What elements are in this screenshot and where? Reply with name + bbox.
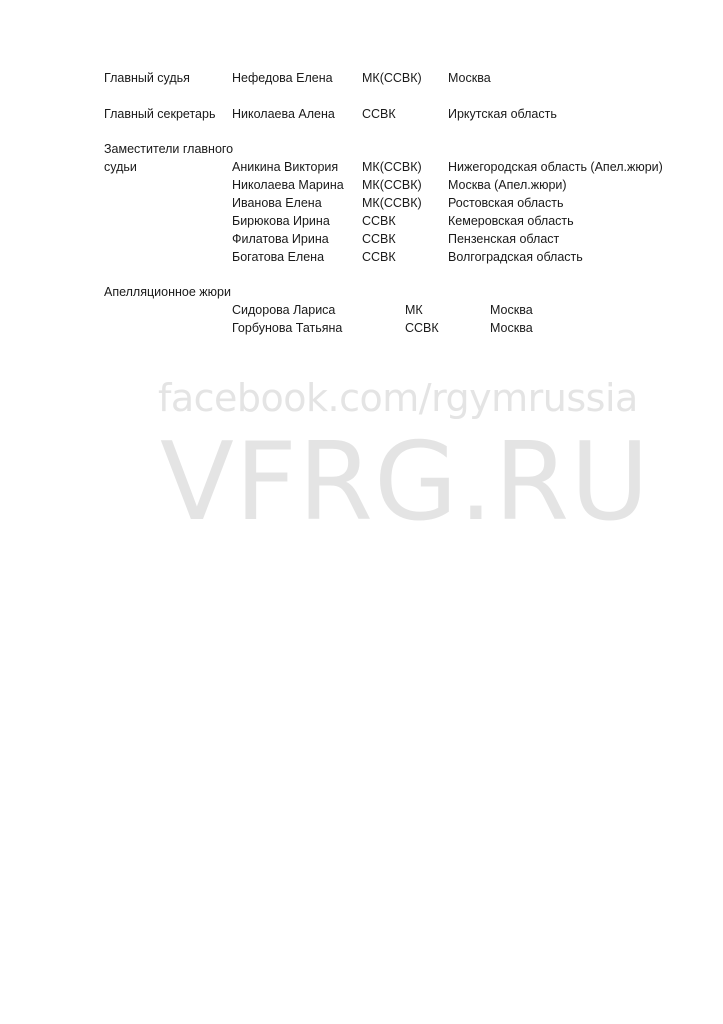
deputy-region: Кемеровская область	[448, 214, 574, 228]
deputy-region: Волгоградская область	[448, 250, 583, 264]
deputies-title-line2: судьи	[104, 160, 137, 174]
appeal-jury-region: Москва	[490, 303, 533, 317]
deputy-name: Иванова Елена	[232, 196, 322, 210]
deputy-name: Николаева Марина	[232, 178, 344, 192]
appeal-jury-name: Горбунова Татьяна	[232, 321, 343, 335]
chief-judge-category: МК(ССВК)	[362, 71, 422, 85]
appeal-jury-region: Москва	[490, 321, 533, 335]
deputy-category: ССВК	[362, 250, 396, 264]
chief-secretary-region: Иркутская область	[448, 107, 557, 121]
chief-judge-name: Нефедова Елена	[232, 71, 333, 85]
appeal-jury-category: ССВК	[405, 321, 439, 335]
deputies-title-line1: Заместители главного	[104, 142, 234, 156]
deputy-category: МК(ССВК)	[362, 178, 422, 192]
deputy-name: Аникина Виктория	[232, 160, 339, 174]
deputy-name: Филатова Ирина	[232, 232, 329, 246]
watermark-facebook: facebook.com/rgymrussia	[158, 376, 638, 420]
deputy-region: Москва (Апел.жюри)	[448, 178, 567, 192]
deputy-region: Пензенская област	[448, 232, 560, 246]
chief-secretary-category: ССВК	[362, 107, 396, 121]
appeal-jury-title: Апелляционное жюри	[104, 285, 231, 299]
deputy-name: Богатова Елена	[232, 250, 325, 264]
chief-secretary-name: Николаева Алена	[232, 107, 335, 121]
appeal-jury-name: Сидорова Лариса	[232, 303, 336, 317]
deputy-region: Ростовская область	[448, 196, 564, 210]
deputy-name: Бирюкова Ирина	[232, 214, 330, 228]
chief-secretary-title: Главный секретарь	[104, 107, 216, 121]
chief-judge-title: Главный судья	[104, 71, 190, 85]
watermark-vfrg: VFRG.RU	[160, 420, 651, 545]
chief-judge-region: Москва	[448, 71, 491, 85]
deputy-region: Нижегородская область (Апел.жюри)	[448, 160, 663, 174]
deputy-category: МК(ССВК)	[362, 160, 422, 174]
deputy-category: ССВК	[362, 214, 396, 228]
deputy-category: ССВК	[362, 232, 396, 246]
appeal-jury-category: МК	[405, 303, 423, 317]
deputy-category: МК(ССВК)	[362, 196, 422, 210]
